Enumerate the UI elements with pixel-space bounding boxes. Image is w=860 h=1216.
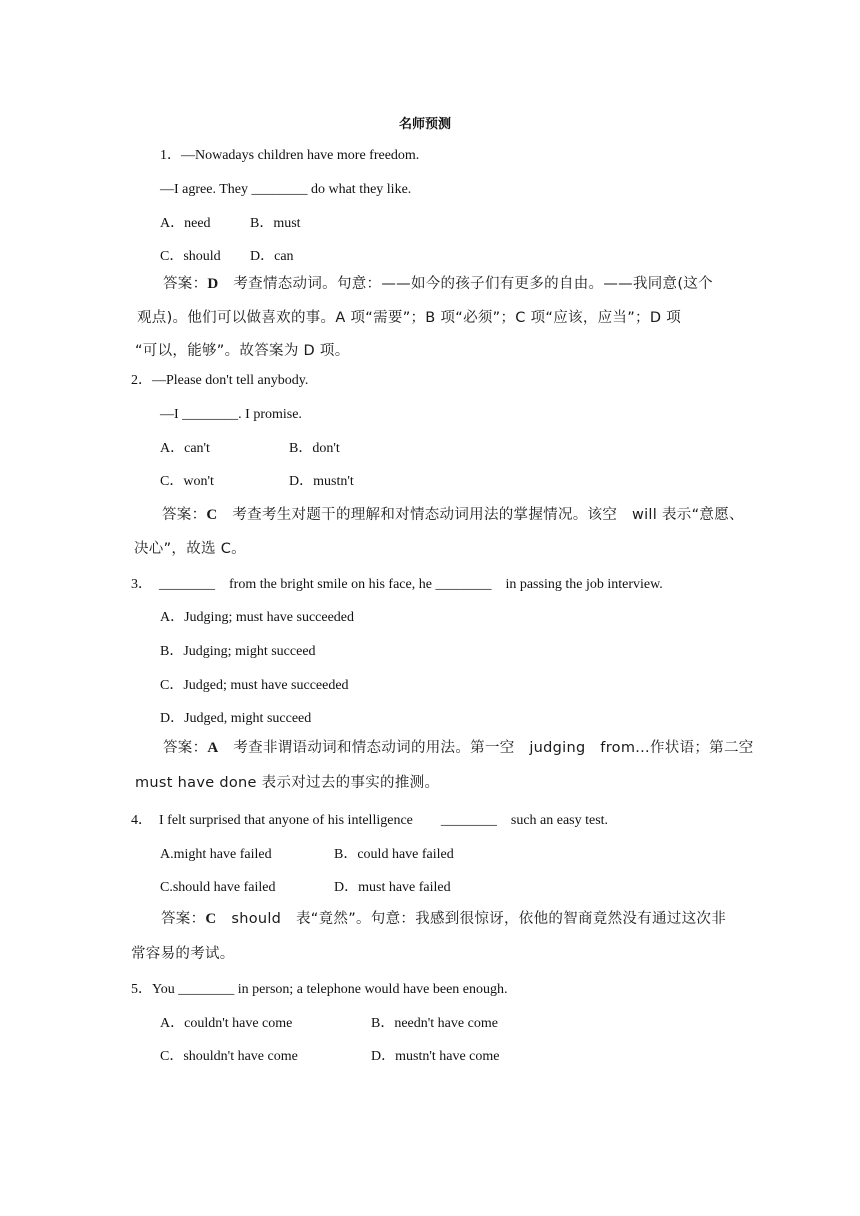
question-2-line-1: 2．—Please don't tell anybody.	[131, 373, 309, 388]
question-2-option-c: C．won't	[160, 474, 214, 489]
question-3-answer-line-2: must have done 表示对过去的事实的推测。	[135, 775, 440, 791]
answer-prefix: 答案：	[162, 507, 207, 523]
question-1-answer-line-3: “可以，能够”。故答案为 D 项。	[135, 343, 350, 359]
question-3-line-1: 3． ________ from the bright smile on his face, he ________ in passing the job interview.	[131, 577, 663, 592]
question-4-option-a: A.might have failed	[160, 847, 272, 862]
question-1-answer-line-1	[163, 273, 713, 295]
answer-explanation: should 表“竟然”。句意：我感到很惊讶，依他的智商竟然没有通过这次非	[216, 911, 727, 927]
question-3-option-c: C．Judged; must have succeeded	[160, 678, 349, 693]
answer-key: D	[207, 276, 219, 292]
answer-prefix: 答案：	[163, 740, 208, 756]
question-5-option-c: C．shouldn't have come	[160, 1049, 298, 1064]
answer-key: C	[205, 911, 217, 927]
question-4-answer-line-1	[161, 908, 726, 930]
question-1-option-a: A．need	[160, 216, 211, 231]
question-5-option-a: A．couldn't have come	[160, 1016, 293, 1031]
question-2-option-b: B．don't	[289, 441, 340, 456]
question-3-option-a: A．Judging; must have succeeded	[160, 610, 355, 625]
question-1-line-1: 1．—Nowadays children have more freedom.	[160, 148, 420, 163]
question-1-option-c: C．should	[160, 249, 221, 264]
page-title: 名师预测	[398, 117, 451, 132]
question-5-option-b: B．needn't have come	[371, 1016, 498, 1031]
question-5-line-1: 5．You ________ in person; a telephone would have been enough.	[131, 982, 508, 997]
question-5-option-d: D．mustn't have come	[371, 1049, 500, 1064]
question-3-option-b: B．Judging; might succeed	[160, 644, 316, 659]
question-3-answer-line-1	[163, 737, 754, 759]
question-1-line-2: —I agree. They ________ do what they like.	[160, 182, 412, 197]
question-2-option-d: D．mustn't	[289, 474, 354, 489]
question-2-answer-line-2: 决心”，故选 C。	[134, 541, 246, 557]
question-1-option-d: D．can	[250, 249, 294, 264]
question-4-option-b: B．could have failed	[334, 847, 454, 862]
question-2-answer-line-1	[162, 504, 744, 526]
question-2-line-2: —I ________. I promise.	[160, 407, 302, 422]
answer-prefix: 答案：	[163, 276, 208, 292]
question-4-option-d: D．must have failed	[334, 880, 451, 895]
question-1-answer-line-2: 观点)。他们可以做喜欢的事。A 项“需要”；B 项“必须”；C 项“应该，应当”；D 项	[137, 310, 682, 326]
question-3-option-d: D．Judged, might succeed	[160, 711, 312, 726]
answer-prefix: 答案：	[161, 911, 206, 927]
answer-explanation: 考查非谓语动词和情态动词的用法。第一空 judging from...作状语；第二空	[218, 740, 754, 756]
answer-explanation: 考查情态动词。句意：——如今的孩子们有更多的自由。——我同意(这个	[218, 276, 713, 292]
answer-explanation: 考查考生对题干的理解和对情态动词用法的掌握情况。该空 will 表示“意愿、	[217, 507, 744, 523]
answer-key: A	[207, 740, 219, 756]
question-4-option-c: C.should have failed	[160, 880, 276, 895]
question-4-line-1: 4． I felt surprised that anyone of his intelligence ________ such an easy test.	[131, 813, 609, 828]
question-1-option-b: B．must	[250, 216, 301, 231]
question-4-answer-line-2: 常容易的考试。	[131, 946, 235, 962]
question-2-option-a: A．can't	[160, 441, 210, 456]
answer-key: C	[206, 507, 218, 523]
